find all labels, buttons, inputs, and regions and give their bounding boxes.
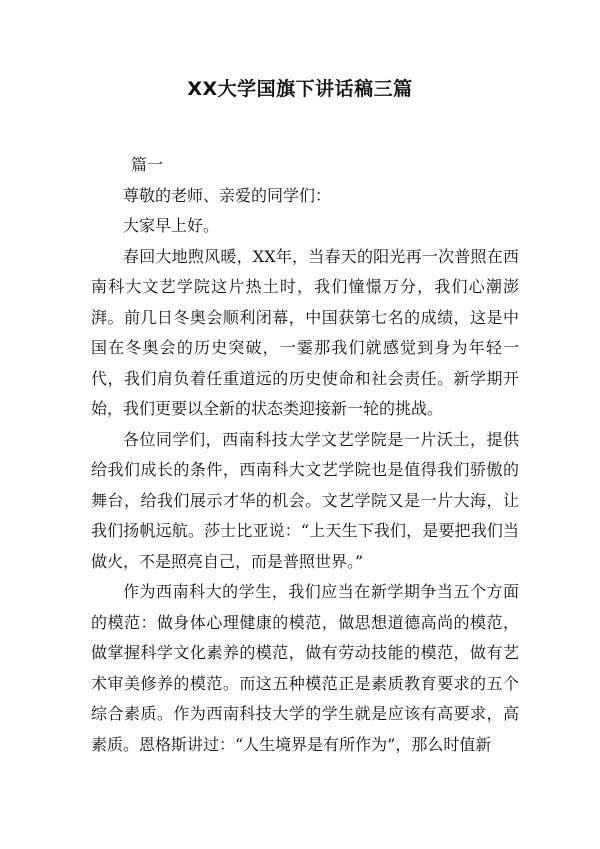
paragraph-2: 各位同学们，西南科技大学文艺学院是一片沃土，提供给我们成长的条件，西南科大文艺学院也是值得我们骄傲的舞台，给我们展示才华的机会。文艺学院又是一片大海，让我们扬帆远航。莎士比亚说：“上天生下我们，是要把我们当做火，不是照亮自己，而是普照世界。” — [91, 429, 519, 571]
paragraph-3: 作为西南科大的学生，我们应当在新学期争当五个方面的模范：做身体心理健康的模范，做思想道德高尚的模范，做掌握科学文化素养的模范，做有劳动技能的模范，做有艺术审美修养的模范。而这五种模范正是素质教育要求的五个综合素质。作为西南科技大学的学生就是应该有高要求，高素质。恩格斯讲过：“人生境界是有所作为”，那么时值新 — [91, 582, 519, 754]
paragraph-salutation: 尊敬的老师、亲爱的同学们： — [123, 185, 332, 205]
document-body — [91, 150, 519, 760]
paragraph-greeting: 大家早上好。 — [123, 216, 220, 235]
document-title: XX大学国旗下讲话稿三篇 — [187, 78, 413, 100]
paragraph-1: 春回大地煦风暖，XX年，当春天的阳光再一次普照在西南科大文艺学院这片热土时，我们憧憬万分，我们心潮澎湃。前几日冬奥会顺利闭幕，中国获第七名的成绩，这是中国在冬奥会的历史突破，一霎那我们就感觉到身为年轻一代，我们肩负着任重道远的历史使命和社会责任。新学期开始，我们更要以全新的状态类迎接新一轮的挑战。 — [91, 246, 519, 418]
section-label: 篇一 — [131, 155, 164, 174]
